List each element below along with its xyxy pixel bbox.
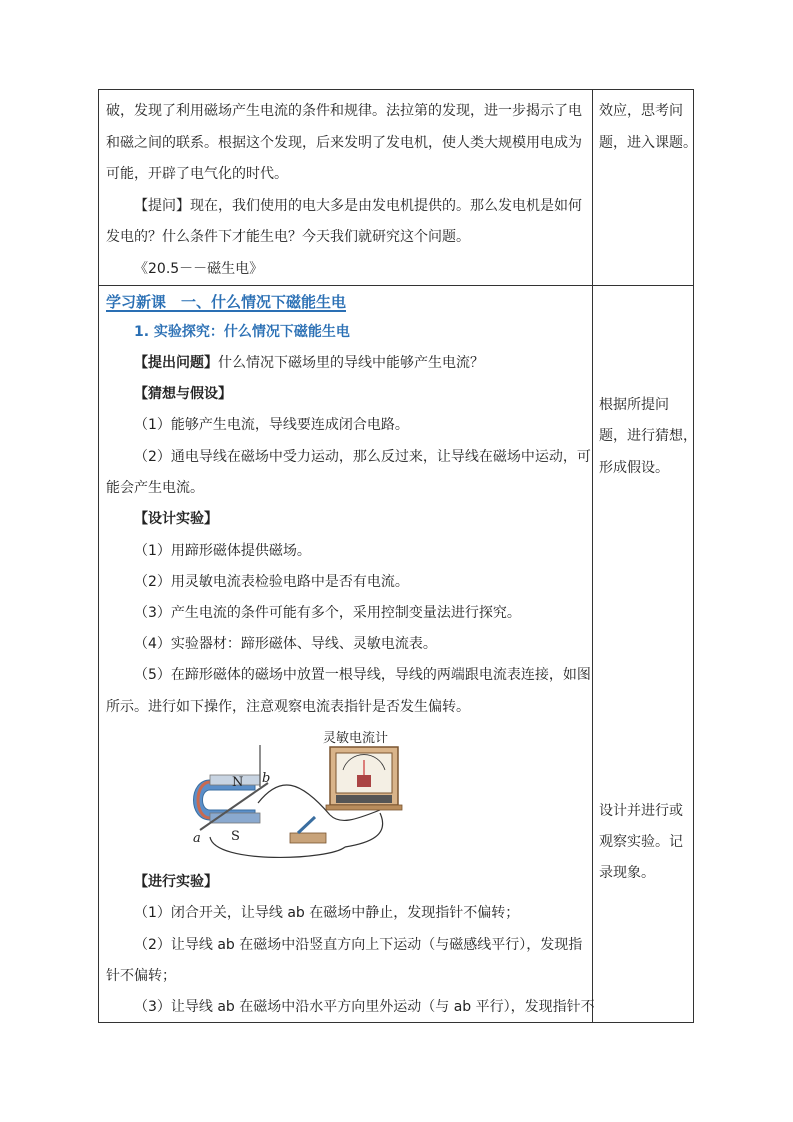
note-1-line-3: 形成假设。 [599,460,669,476]
design-5a: （5）在蹄形磁体的磁场中放置一根导线，导线的两端跟电流表连接，如图 [134,667,591,683]
conduct-3: （3）让导线 ab 在磁场中沿水平方向里外运动（与 ab 平行），发现指针不 [134,999,595,1015]
section-subtitle: 1. 实验探究：什么情况下磁能生电 [134,324,350,340]
note-2-line-1: 设计并进行或 [599,803,683,819]
note-1-line-1: 根据所提问 [599,397,669,413]
hypothesis-2a: （2）通电导线在磁场中受力运动，那么反过来，让导线在磁场中运动，可 [134,449,591,465]
conduct-tag: 【进行实验】 [134,874,218,890]
label-south-pole: S [231,829,240,844]
intro-note-line-1: 效应，思考问 [599,103,683,119]
design-2: （2）用灵敏电流表检验电路中是否有电流。 [134,574,409,590]
label-north-pole: N [232,775,244,790]
design-3: （3）产生电流的条件可能有多个，采用控制变量法进行探究。 [134,605,521,621]
meter-label: 灵敏电流计 [323,731,389,746]
hypothesis-tag: 【猜想与假设】 [134,386,232,402]
conduct-1: （1）闭合开关，让导线 ab 在磁场中静止，发现指针不偏转； [134,905,520,921]
note-2-line-2: 观察实验。记 [599,834,683,850]
intro-line-1: 破，发现了利用磁场产生电流的条件和规律。法拉第的发现，进一步揭示了电 [106,103,582,119]
intro-question-2: 发电的？什么条件下才能生电？今天我们就研究这个问题。 [106,229,470,245]
design-4: （4）实验器材：蹄形磁体、导线、灵敏电流表。 [134,636,437,652]
hypothesis-1: （1）能够产生电流，导线要连成闭合电路。 [134,417,409,433]
hypothesis-2b: 能会产生电流。 [106,480,204,496]
question-text: 什么情况下磁场里的导线中能够产生电流？ [218,355,484,371]
conduct-2a: （2）让导线 ab 在磁场中沿竖直方向上下运动（与磁感线平行），发现指 [134,937,583,953]
design-5b: 所示。进行如下操作，注意观察电流表指针是否发生偏转。 [106,699,470,715]
question-tag: 【提出问题】 [134,355,218,371]
conduct-2b: 针不偏转； [106,968,176,984]
label-a: a [193,831,201,846]
intro-note-line-2: 题，进入课题。 [599,135,697,151]
intro-line-2: 和磁之间的联系。根据这个发现，后来发明了发电机，使人类大规模用电成为 [106,135,582,151]
experiment-figure [180,725,420,860]
note-2-line-3: 录现象。 [599,865,655,881]
row-divider [99,285,693,286]
label-b: b [262,771,271,786]
intro-line-3: 可能，开辟了电气化的时代。 [106,166,288,182]
design-1: （1）用蹄形磁体提供磁场。 [134,543,311,559]
question-line [134,355,484,371]
lesson-topic: 《20.5－－磁生电》 [134,261,264,277]
intro-question-1: 【提问】现在，我们使用的电大多是由发电机提供的。那么发电机是如何 [134,198,582,214]
note-1-line-2: 题，进行猜想， [599,428,697,444]
section-title: 学习新课 一、什么情况下磁能生电 [106,293,347,311]
design-tag: 【设计实验】 [134,511,218,527]
column-divider [592,90,593,1022]
